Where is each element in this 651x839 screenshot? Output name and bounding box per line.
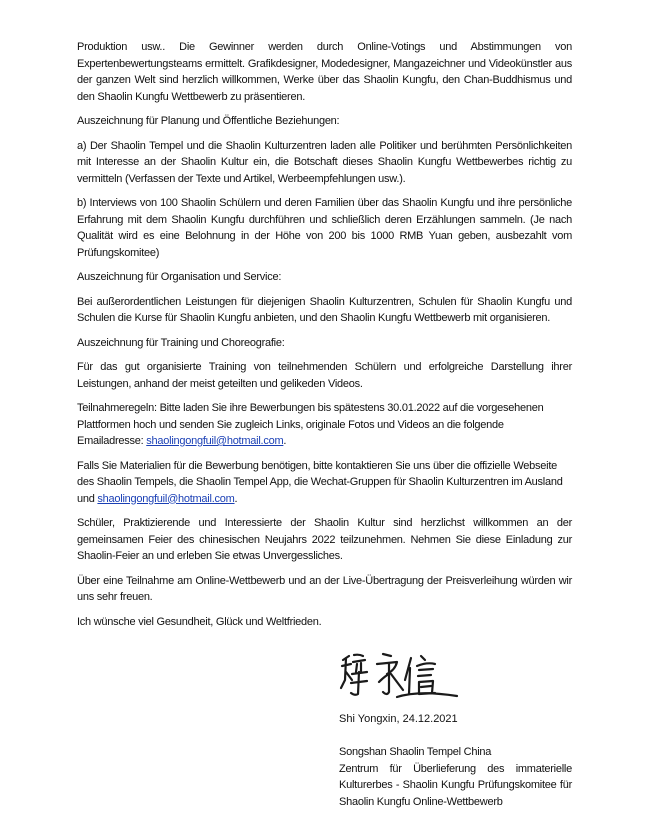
paragraph-intro: Produktion usw.. Die Gewinner werden durch Online-Votings und Abstimmungen von Expertenbewertungsteams ermittelt. Grafikdesigner, Modedesigner, Mangazeichner und Videokünstler aus der ganzen Welt sind herzlich willkommen, Werke über das Shaolin Kungfu, den Chan-Buddhismus und den Shaolin Kungfu Wettbewerb zu präsentieren. xyxy=(77,41,572,103)
paragraph-materials-contact xyxy=(77,458,572,508)
paragraph-organisation: Bei außerordentlichen Leistungen für diejenigen Shaolin Kulturzentren, Schulen für Shaolin Kungfu und Schulen die Kurse für Shaolin Kungfu anbieten, und den Shaolin Kungfu Wettbewerb mit organisieren. xyxy=(77,295,572,324)
heading-planning-award: Auszeichnung für Planung und Öffentliche Beziehungen: xyxy=(77,115,340,127)
rules-end: . xyxy=(283,435,287,447)
email-link-contact[interactable]: shaolingongfuil@hotmail.com xyxy=(97,492,235,505)
paragraph-wishes: Ich wünsche viel Gesundheit, Glück und Weltfrieden. xyxy=(77,615,322,628)
email-link-rules[interactable]: shaolingongfuil@hotmail.com xyxy=(146,435,284,447)
heading-organisation-award: Auszeichnung für Organisation und Service: xyxy=(77,271,282,283)
sender-block xyxy=(339,744,572,810)
paragraph-planning-a: a) Der Shaolin Tempel und die Shaolin Kulturzentren laden alle Politiker und berühmten Persönlichkeiten mit Interesse an der Shaolin Kultur ein, die Botschaft dieses Shaolin Kungfu Wettbewerbes richtig zu vermitteln (Verfassen der Texte und Artikel, Werbeempfehlungen usw.). xyxy=(77,139,572,185)
signer-name-date: Shi Yongxin, 24.12.2021 xyxy=(339,713,458,725)
paragraph-participation-rules xyxy=(77,400,572,450)
heading-training-award: Auszeichnung für Training und Choreografie: xyxy=(77,336,285,349)
paragraph-planning-b: b) Interviews von 100 Shaolin Schülern und deren Familien über das Shaolin Kungfu und ihre persönliche Erfahrung mit dem Shaolin Kungfu durchführen und schließlich deren Erzählungen sammeln. (Je nach Qualität wird es eine Belohnung in der Höhe von 200 bis 1000 RMB Yuan geben, ausbezahlt vom Prüfungskomitee) xyxy=(77,197,572,259)
contact-end: . xyxy=(234,492,238,505)
sender-committee: Zentrum für Überlieferung des immaterielle Kulturerbes - Shaolin Kungfu Prüfungskomitee für Shaolin Kungfu Online-Wettbewerb xyxy=(339,762,572,808)
paragraph-training: Für das gut organisierte Training von teilnehmenden Schülern und erfolgreiche Darstellung ihrer Leistungen, anhand der meist geteilten und gelikeden Videos. xyxy=(77,361,572,390)
rules-text: Teilnahmeregeln: Bitte laden Sie ihre Bewerbungen bis spätestens 30.01.2022 auf die vorgesehenen Plattformen hoch und senden Sie zugleich Links, originale Fotos und Videos an die folgende Emailadresse: xyxy=(77,402,544,447)
contact-text: Falls Sie Materialien für die Bewerbung benötigen, bitte kontaktieren Sie uns über die offizielle Webseite des Shaolin Tempels, die Shaolin Tempel App, die Wechat-Gruppen für Shaolin Kulturzentren im Ausland und xyxy=(77,459,563,505)
letter-body xyxy=(77,39,572,638)
sender-temple: Songshan Shaolin Tempel China xyxy=(339,746,492,758)
handwritten-signature xyxy=(339,650,459,702)
paragraph-invitation: Schüler, Praktizierende und Interessierte der Shaolin Kultur sind herzlichst willkommen an der gemeinsamen Feier des chinesischen Neujahrs 2022 teilzunehmen. Nehmen Sie diese Einladung zur Shaolin-Feier an und erleben Sie etwas Unvergessliches. xyxy=(77,517,572,562)
paragraph-participation-hope: Über eine Teilnahme am Online-Wettbewerb und an der Live-Übertragung der Preisverleihung würden wir uns sehr freuen. xyxy=(77,574,572,603)
